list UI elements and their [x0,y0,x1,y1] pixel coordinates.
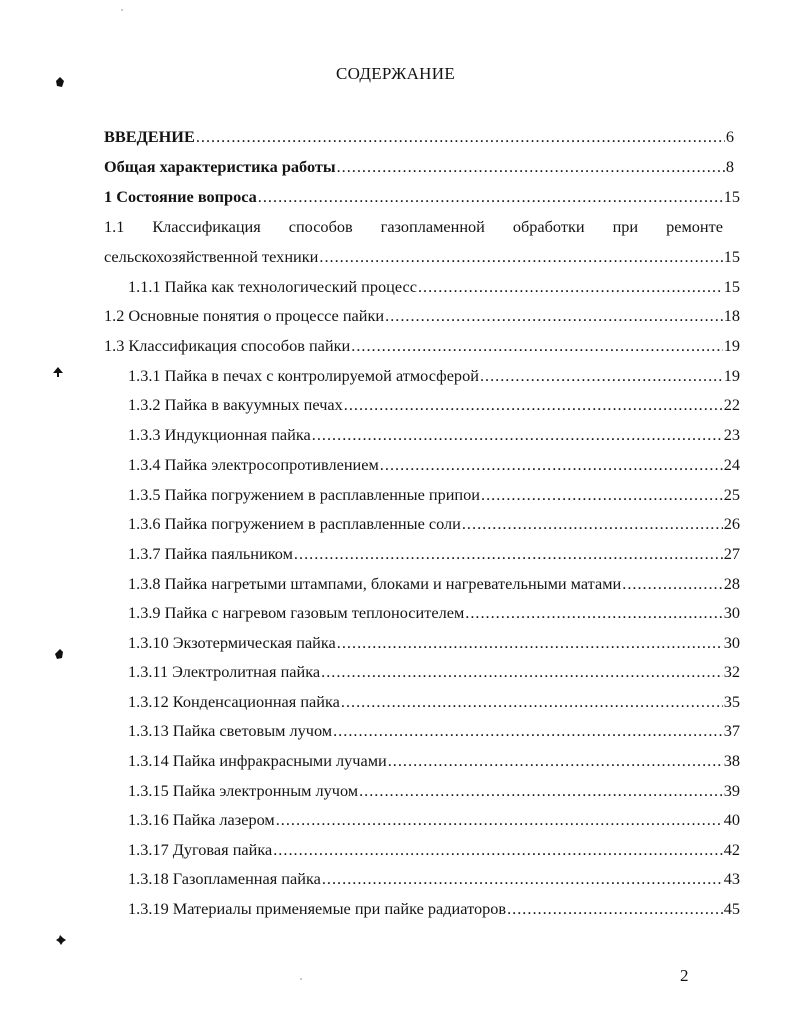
toc-entry [104,187,740,207]
toc-entry-page: 38 [723,751,740,770]
toc-entry-label: 1.3.14 Пайка инфракрасными лучами [128,751,387,770]
toc-leader-dots [388,751,723,771]
toc-entry-page: 39 [723,781,740,800]
toc-entry-page: 30 [723,633,740,652]
toc-word: Классификация [152,217,261,236]
toc-entry [128,603,740,623]
toc-entry [128,544,740,564]
toc-entry-label: 1.3.9 Пайка с нагревом газовым теплоносителем [128,603,465,622]
toc-leader-dots [359,781,723,801]
toc-entry-page: 6 [725,127,734,146]
toc-entry [128,751,740,771]
toc-leader-dots [321,662,723,682]
toc-word: способов [288,217,353,236]
toc-leader-dots [294,544,723,564]
toc-entry-page: 19 [723,336,740,355]
toc-leader-dots [319,247,722,267]
toc-entry-page: 24 [723,455,740,474]
toc-entry-page: 45 [723,899,740,918]
toc-leader-dots [312,425,723,445]
toc-leader-dots [351,336,722,356]
toc-entry [104,127,734,147]
toc-leader-dots [465,603,722,623]
toc-entry [128,721,740,741]
scan-mark-icon [54,76,66,88]
toc-entry-page: 43 [723,869,740,888]
toc-entry [128,574,740,594]
toc-entry [104,336,740,356]
toc-entry-label: 1.3.1 Пайка в печах с контролируемой атмосферой [128,366,479,385]
toc-leader-dots [418,277,723,297]
toc-entry-page: 19 [723,366,740,385]
toc-entry [128,366,740,386]
toc-entry [104,306,740,326]
toc-entry-label: 1.3 Классификация способов пайки [104,336,351,355]
toc-entry-page: 35 [723,692,740,711]
toc-leader-dots [344,395,723,415]
toc-entry [104,247,740,267]
toc-entry-label: 1.3.5 Пайка погружением в расплавленные припои [128,485,480,504]
toc-entry-page: 42 [723,840,740,859]
toc-entry-page: 18 [723,306,740,325]
toc-entry-label: сельскохозяйственной техники [104,247,319,266]
toc-entry [128,840,740,860]
toc-leader-dots [333,721,723,741]
toc-entry-page: 37 [723,721,740,740]
toc-entry-label: 1.3.2 Пайка в вакуумных печах [128,395,343,414]
scan-mark-icon [52,366,64,378]
toc-leader-dots [480,366,723,386]
toc-entry [128,810,740,830]
toc-entry [128,781,740,801]
toc-entry-label: 1.3.6 Пайка погружением в расплавленные соли [128,514,461,533]
toc-leader-dots [273,840,722,860]
toc-leader-dots [507,899,723,919]
toc-entry-page: 23 [723,425,740,444]
scan-speck [300,978,302,980]
toc-leader-dots [385,306,723,326]
toc-leader-dots [462,514,723,534]
toc-leader-dots [196,127,725,147]
toc-entry-label: 1.3.10 Экзотермическая пайка [128,633,336,652]
toc-entry [128,455,740,475]
toc-entry-page: 15 [723,187,740,206]
toc-entry-page: 28 [723,574,740,593]
toc-entry-label: 1.3.16 Пайка лазером [128,810,275,829]
toc-entry-first-line [104,217,723,237]
scan-mark-icon [55,934,67,946]
toc-entry-page: 25 [723,485,740,504]
toc-word: обработки [512,217,585,236]
toc-entry [128,692,740,712]
toc-entry-page: 22 [723,395,740,414]
toc-entry-page: 15 [723,277,740,296]
toc-entry-page: 15 [723,247,740,266]
toc-word: газопламенной [380,217,485,236]
toc-entry [128,425,740,445]
toc-entry [128,662,740,682]
toc-entry-label: 1.1.1 Пайка как технологический процесс [128,277,417,296]
toc-entry [128,514,740,534]
toc-word: при [612,217,639,236]
toc-word: ремонте [666,217,723,236]
toc-entry-label: 1.3.19 Материалы применяемые при пайке радиаторов [128,899,507,918]
toc-entry-page: 27 [723,544,740,563]
toc-entry-page: 32 [723,662,740,681]
toc-entry [128,395,740,415]
toc-entry-label: ВВЕДЕНИЕ [104,127,195,146]
page-number: 2 [680,966,689,985]
toc-entry-label: 1.3.12 Конденсационная пайка [128,692,340,711]
toc-entry-label: 1.3.15 Пайка электронным лучом [128,781,359,800]
toc-entry-label: 1.2 Основные понятия о процессе пайки [104,306,385,325]
toc-leader-dots [622,574,722,594]
toc-entry-page: 8 [725,157,734,176]
toc-entry-label: 1.3.4 Пайка электросопротивлением [128,455,379,474]
toc-leader-dots [322,869,723,889]
toc-leader-dots [258,187,723,207]
toc-entry [128,277,740,297]
toc-entry-label: Общая характеристика работы [104,157,336,176]
toc-entry-page: 30 [723,603,740,622]
toc-entry-label: 1.3.8 Пайка нагретыми штампами, блоками и нагревательными матами [128,574,622,593]
toc-entry-label: 1 Состояние вопроса [104,187,257,206]
toc-leader-dots [337,157,725,177]
toc-entry-page: 40 [723,810,740,829]
scan-mark-icon [53,648,65,660]
toc-leader-dots [380,455,723,475]
toc-entry-label: 1.3.17 Дуговая пайка [128,840,273,859]
toc-entry [104,157,734,177]
toc-entry [128,633,740,653]
scan-speck [121,9,123,11]
toc-leader-dots [337,633,723,653]
toc-entry [128,485,740,505]
toc-word: 1.1 [104,217,125,236]
toc-entry-label: 1.3.13 Пайка световым лучом [128,721,333,740]
toc-entry-label: 1.3.11 Электролитная пайка [128,662,321,681]
toc-leader-dots [341,692,723,712]
page-title: СОДЕРЖАНИЕ [335,64,456,83]
toc-entry [128,899,740,919]
toc-entry [128,869,740,889]
toc-entry-label: 1.3.18 Газопламенная пайка [128,869,321,888]
toc-entry-page: 26 [723,514,740,533]
toc-entry-label: 1.3.7 Пайка паяльником [128,544,293,563]
toc-entry-label: 1.3.3 Индукционная пайка [128,425,311,444]
toc-leader-dots [276,810,723,830]
toc-leader-dots [481,485,723,505]
